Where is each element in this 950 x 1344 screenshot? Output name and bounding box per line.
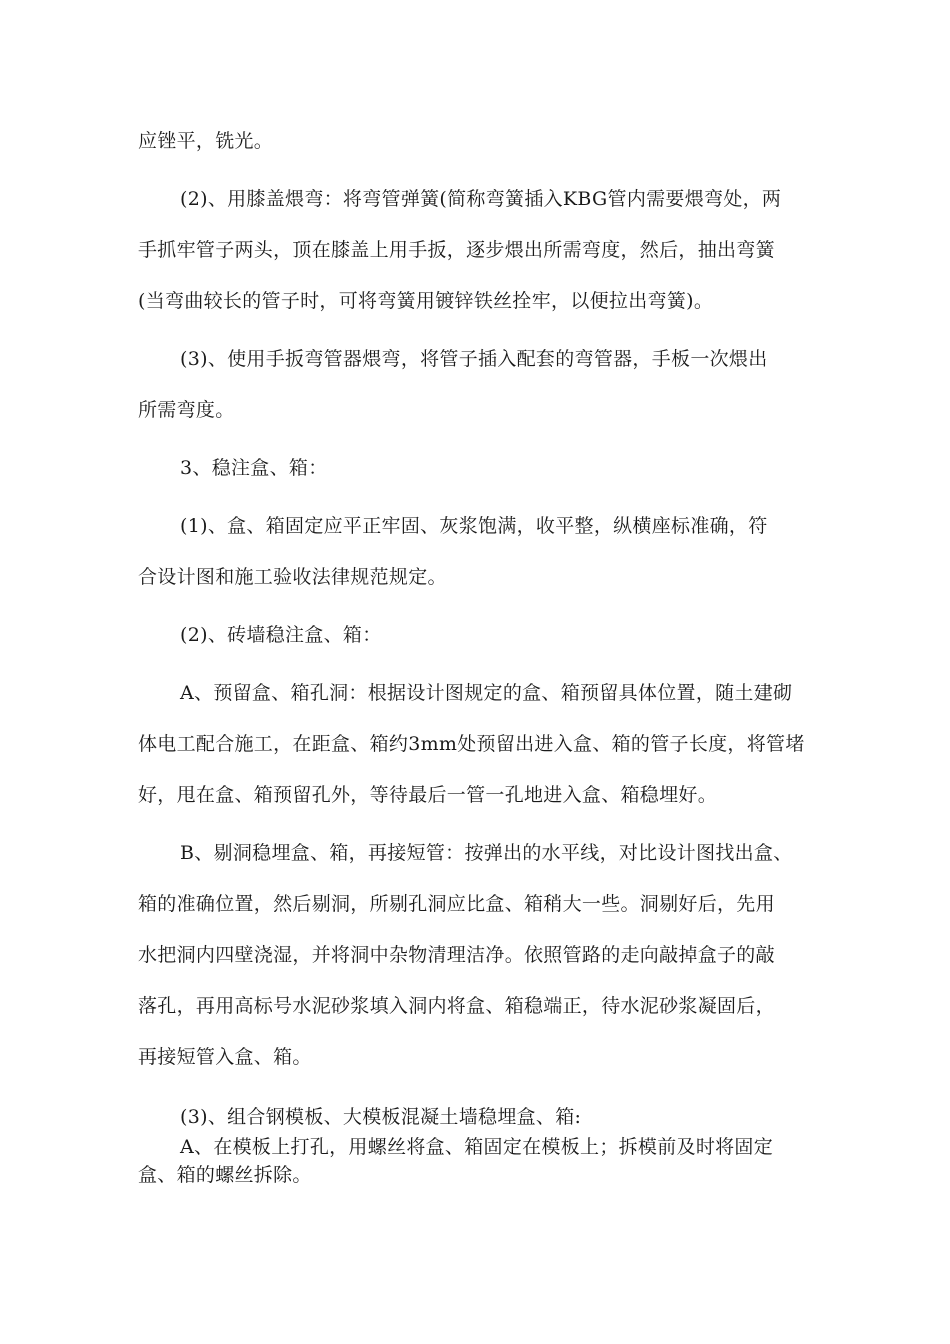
text-line: (3)、使用手扳弯管器煨弯，将管子插入配套的弯管器，手板一次煨出 [180,348,768,370]
text-line: (2)、砖墙稳注盒、箱： [180,624,382,646]
text-line: 盒、箱的螺丝拆除。 [138,1164,312,1186]
text-line: A、在模板上打孔，用螺丝将盒、箱固定在模板上；拆模前及时将固定 [180,1136,774,1158]
text-line: 箱的准确位置，然后剔洞，所剔孔洞应比盒、箱稍大一些。洞剔好后，先用 [138,893,775,915]
text-line: 应锉平，铣光。 [138,130,274,152]
text-line: (3)、组合钢模板、大模板混凝土墙稳埋盒、箱: [180,1106,582,1128]
text-line: (当弯曲较长的管子时，可将弯簧用镀锌铁丝拴牢，以便拉出弯簧)。 [138,290,714,312]
text-line: 好，甩在盒、箱预留孔外，等待最后一管一孔地进入盒、箱稳埋好。 [138,784,718,806]
text-line: 合设计图和施工验收法律规范规定。 [138,566,447,588]
text-line: B、剔洞稳埋盒、箱，再接短管：按弹出的水平线，对比设计图找出盒、 [180,842,793,864]
text-line: 所需弯度。 [138,399,235,421]
text-line: A、预留盒、箱孔洞：根据设计图规定的盒、箱预留具体位置，随土建砌 [180,682,793,704]
section-heading: 3、稳注盒、箱： [180,457,328,479]
text-line: (1)、盒、箱固定应平正牢固、灰浆饱满，收平整，纵横座标准确，符 [180,515,768,537]
text-line: 水把洞内四壁浇湿，并将洞中杂物清理洁净。依照管路的走向敲掉盒子的敲 [138,944,775,966]
text-line: 再接短管入盒、箱。 [138,1046,312,1068]
text-line: 手抓牢管子两头，顶在膝盖上用手扳，逐步煨出所需弯度，然后，抽出弯簧 [138,239,775,261]
text-line: 体电工配合施工，在距盒、箱约3mm处预留出进入盒、箱的管子长度，将管堵 [138,733,805,755]
text-line: 落孔，再用高标号水泥砂浆填入洞内将盒、箱稳端正，待水泥砂浆凝固后， [138,995,775,1017]
text-line: (2)、用膝盖煨弯：将弯管弹簧(简称弯簧插入KBG管内需要煨弯处，两 [180,188,782,210]
